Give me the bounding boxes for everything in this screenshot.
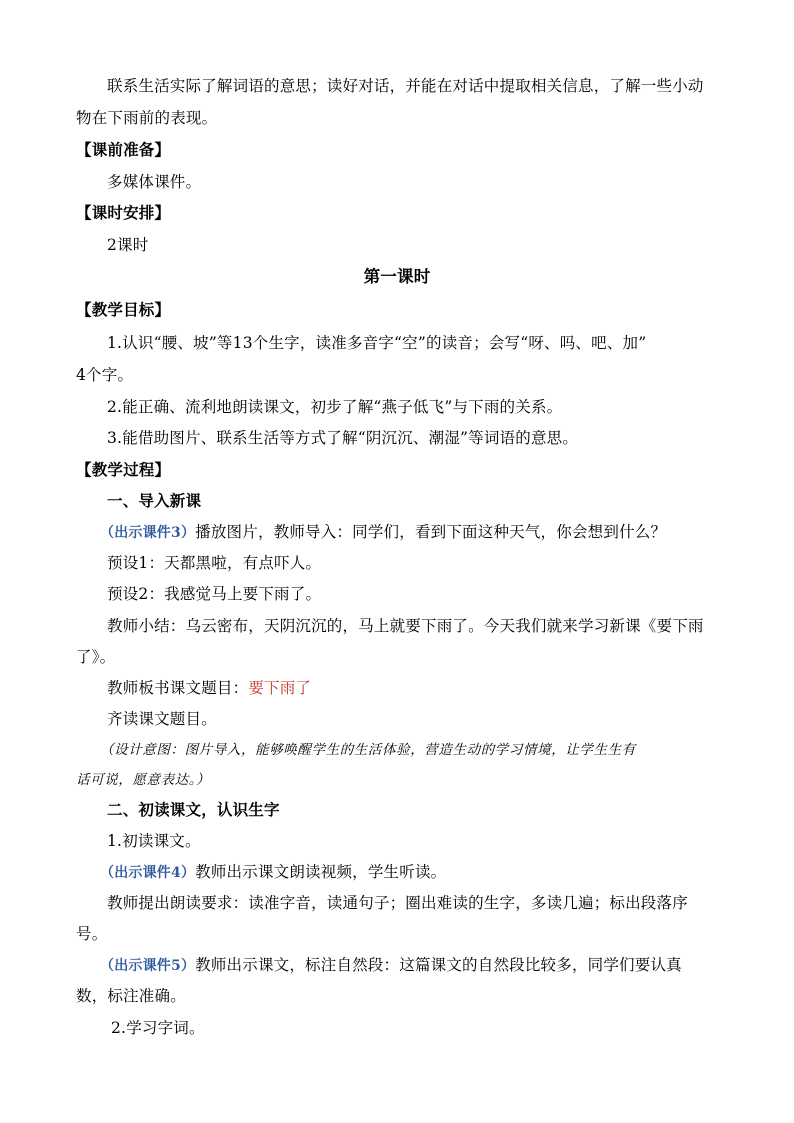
courseware-tag-4: （出示课件4）	[100, 865, 196, 881]
intro-line-2: 物在下雨前的表现。	[76, 109, 218, 127]
section-1-intro	[100, 522, 666, 543]
goal-1-line-1: 1.认识“腰、坡”等13个生字，读准多音字“空”的读音；会写“呀、吗、吧、加”	[107, 334, 647, 352]
schedule-heading: 【课时安排】	[76, 203, 171, 222]
goal-1-line-2: 4个字。	[76, 366, 134, 384]
courseware-5-text: 教师出示课文，标注自然段：这篇课文的自然段比较多，同学们要认真	[195, 956, 682, 974]
design-intent-line-1: （设计意图：图片导入，能够唤醒学生的生活体验，营造生动的学习情境，让学生生有	[100, 742, 636, 758]
summary-line-1: 教师小结：乌云密布，天阴沉沉的，马上就要下雨了。今天我们就来学习新课《要下雨	[107, 617, 704, 635]
lesson-title: 第一课时	[363, 267, 431, 286]
read-title: 齐读课文题目。	[107, 710, 217, 728]
board-title: 要下雨了	[248, 679, 312, 697]
courseware-tag-5: （出示课件5）	[100, 958, 196, 974]
board-title-line	[107, 678, 311, 698]
section-2-item-1: 1.初读课文。	[107, 832, 201, 850]
goals-heading: 【教学目标】	[76, 300, 171, 319]
reading-requirement-line-1: 教师提出朗读要求：读准字音，读通句子；圈出难读的生字，多读几遍；标出段落序	[107, 894, 688, 912]
section-1-title: 一、导入新课	[107, 491, 202, 510]
section-2-courseware-4	[100, 862, 446, 883]
preset-1: 预设1：天都黑啦，有点吓人。	[107, 554, 322, 572]
section-2-title: 二、初读课文，认识生字	[107, 800, 280, 819]
reading-requirement-line-2: 号。	[76, 925, 108, 943]
preset-2: 预设2：我感觉马上要下雨了。	[107, 585, 322, 603]
courseware-5-text-line-2: 数，标注准确。	[76, 987, 186, 1005]
prep-heading: 【课前准备】	[76, 140, 171, 159]
courseware-4-text: 教师出示课文朗读视频，学生听读。	[195, 863, 447, 881]
section-2-item-2: 2.学习字词。	[111, 1019, 205, 1037]
section-2-courseware-5	[100, 955, 682, 976]
intro-line-1: 联系生活实际了解词语的意思；读好对话，并能在对话中提取相关信息，了解一些小动	[107, 77, 704, 95]
prep-content: 多媒体课件。	[107, 173, 202, 191]
board-label: 教师板书课文题目：	[107, 679, 249, 697]
process-heading: 【教学过程】	[76, 460, 171, 479]
section-1-intro-text: 播放图片，教师导入：同学们，看到下面这种天气，你会想到什么？	[195, 523, 667, 541]
goal-3: 3.能借助图片、联系生活等方式了解“阴沉沉、潮湿”等词语的意思。	[107, 429, 579, 447]
courseware-tag-3: （出示课件3）	[100, 525, 196, 541]
summary-line-2: 了》。	[76, 648, 116, 666]
schedule-content: 2课时	[107, 236, 149, 254]
goal-2: 2.能正确、流利地朗读课文，初步了解“燕子低飞”与下雨的关系。	[107, 398, 563, 416]
design-intent-line-2: 话可说，愿意表达。）	[76, 772, 211, 788]
